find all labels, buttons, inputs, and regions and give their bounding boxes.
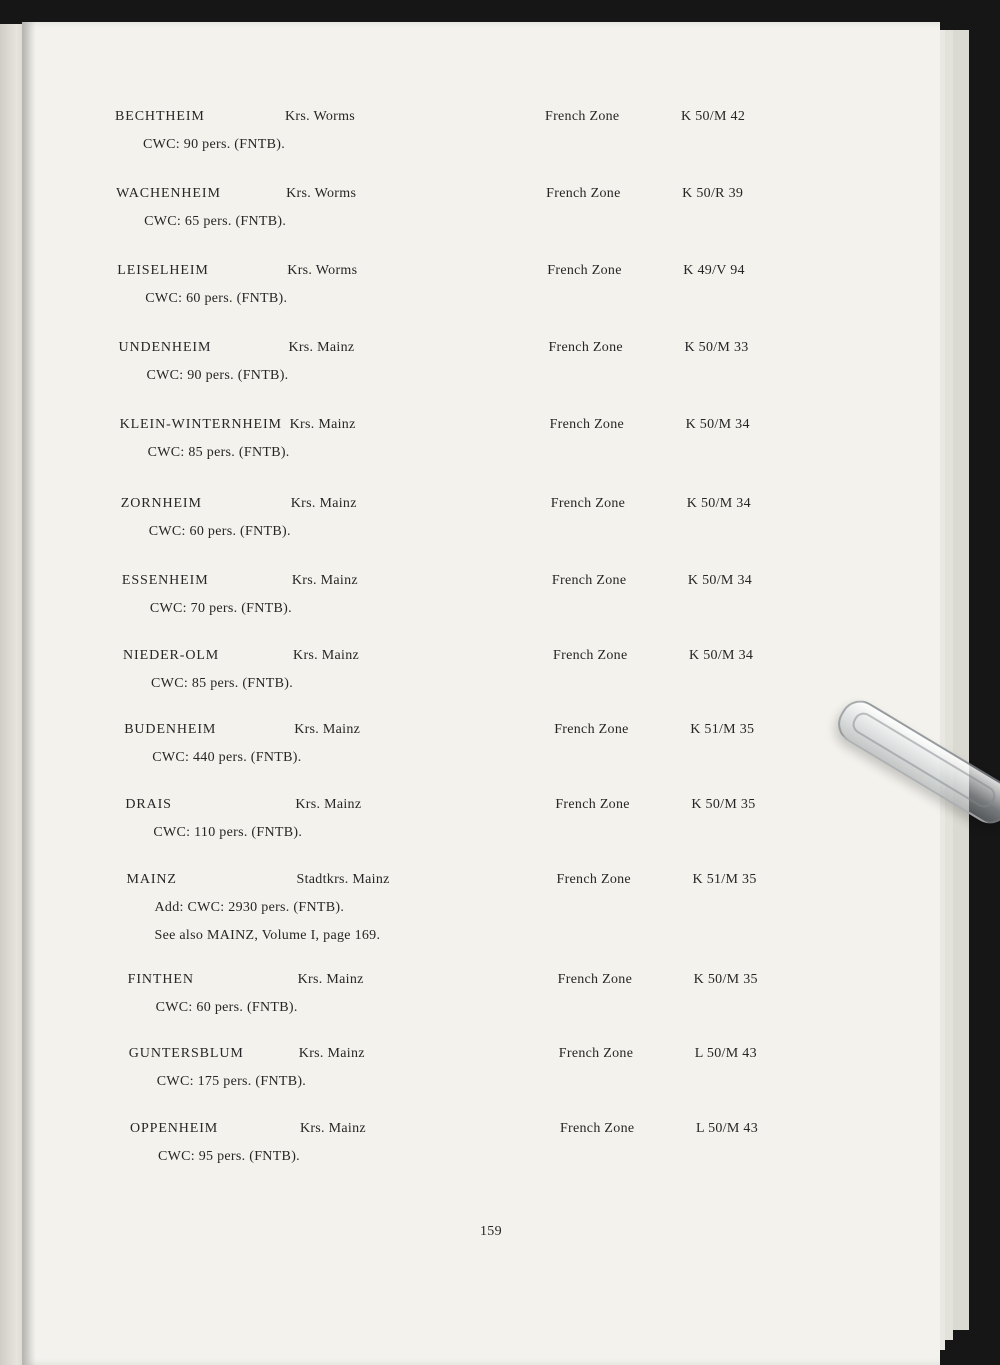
grid-reference: K 49/V 94	[683, 263, 745, 278]
page-stack-edge	[952, 30, 969, 1330]
zone: French Zone	[557, 972, 633, 987]
grid-reference: K 51/M 35	[692, 872, 757, 887]
place-name: ZORNHEIM	[120, 496, 202, 511]
zone: French Zone	[547, 263, 622, 278]
grid-reference: K 50/M 35	[693, 972, 758, 987]
grid-reference: K 50/M 34	[685, 417, 750, 432]
page-stack-edge	[944, 30, 953, 1340]
place-name: NIEDER-OLM	[123, 648, 220, 663]
zone: French Zone	[558, 1046, 634, 1061]
zone: French Zone	[556, 872, 631, 887]
district: Krs. Mainz	[297, 972, 364, 987]
zone: French Zone	[554, 722, 629, 737]
district: Krs. Mainz	[299, 1121, 366, 1136]
place-name: KLEIN-WINTERNHEIM	[119, 417, 282, 432]
zone: French Zone	[548, 340, 623, 355]
zone: French Zone	[553, 648, 628, 663]
district: Krs. Mainz	[290, 496, 357, 511]
entry-detail: CWC: 60 pers. (FNTB).	[148, 524, 291, 539]
entry-detail: CWC: 85 pers. (FNTB).	[147, 445, 290, 460]
district: Krs. Worms	[287, 263, 358, 278]
place-name: BECHTHEIM	[115, 109, 205, 124]
place-name: WACHENHEIM	[116, 186, 221, 201]
grid-reference: K 50/M 33	[684, 340, 749, 355]
place-name: OPPENHEIM	[129, 1121, 219, 1136]
entry-detail: CWC: 95 pers. (FNTB).	[157, 1149, 300, 1164]
entry-detail: CWC: 175 pers. (FNTB).	[156, 1074, 307, 1089]
district: Krs. Mainz	[298, 1046, 365, 1061]
place-name: GUNTERSBLUM	[128, 1046, 244, 1061]
place-name: LEISELHEIM	[117, 263, 209, 278]
zone: French Zone	[549, 417, 625, 432]
zone: French Zone	[559, 1121, 635, 1136]
grid-reference: K 50/M 34	[687, 573, 753, 588]
entry-detail: CWC: 90 pers. (FNTB).	[143, 137, 286, 152]
place-name: UNDENHEIM	[118, 340, 212, 355]
entry-detail: CWC: 60 pers. (FNTB).	[155, 1000, 298, 1015]
district: Krs. Mainz	[291, 573, 358, 588]
district: Krs. Mainz	[288, 340, 355, 355]
district: Krs. Mainz	[295, 797, 362, 812]
grid-reference: L 50/M 43	[694, 1046, 757, 1061]
district: Krs. Mainz	[289, 417, 356, 432]
place-name: DRAIS	[125, 797, 172, 812]
zone: French Zone	[546, 186, 621, 201]
grid-reference: K 51/M 35	[690, 722, 755, 737]
district: Krs. Mainz	[293, 648, 360, 663]
place-name: MAINZ	[126, 872, 177, 887]
place-name: ESSENHEIM	[121, 573, 209, 588]
zone: French Zone	[545, 109, 620, 124]
district: Krs. Mainz	[294, 722, 361, 737]
place-name: FINTHEN	[127, 972, 194, 987]
district: Stadtkrs. Mainz	[296, 872, 390, 887]
entry-detail: CWC: 110 pers. (FNTB).	[153, 825, 303, 840]
grid-reference: K 50/M 34	[686, 496, 751, 511]
entry-detail: Add: CWC: 2930 pers. (FNTB).	[154, 900, 345, 915]
place-name: BUDENHEIM	[124, 722, 217, 737]
entry-detail: CWC: 70 pers. (FNTB).	[149, 601, 292, 616]
entry-detail: CWC: 440 pers. (FNTB).	[152, 750, 302, 765]
zone: French Zone	[555, 797, 630, 812]
spine-shadow	[22, 22, 36, 1365]
district: Krs. Worms	[285, 109, 356, 124]
entry-detail: CWC: 65 pers. (FNTB).	[144, 214, 287, 229]
zone: French Zone	[551, 573, 627, 588]
district: Krs. Worms	[286, 186, 357, 201]
grid-reference: K 50/M 42	[681, 109, 746, 124]
grid-reference: K 50/M 34	[689, 648, 754, 663]
grid-reference: L 50/M 43	[695, 1121, 759, 1136]
entry-detail: CWC: 60 pers. (FNTB).	[145, 291, 288, 306]
entry-detail: See also MAINZ, Volume I, page 169.	[154, 928, 381, 943]
zone: French Zone	[550, 496, 626, 511]
entry-detail: CWC: 85 pers. (FNTB).	[151, 676, 294, 691]
grid-reference: K 50/M 35	[691, 797, 756, 812]
grid-reference: K 50/R 39	[682, 186, 744, 201]
page-number: 159	[480, 1224, 502, 1239]
entry-detail: CWC: 90 pers. (FNTB).	[146, 368, 289, 383]
